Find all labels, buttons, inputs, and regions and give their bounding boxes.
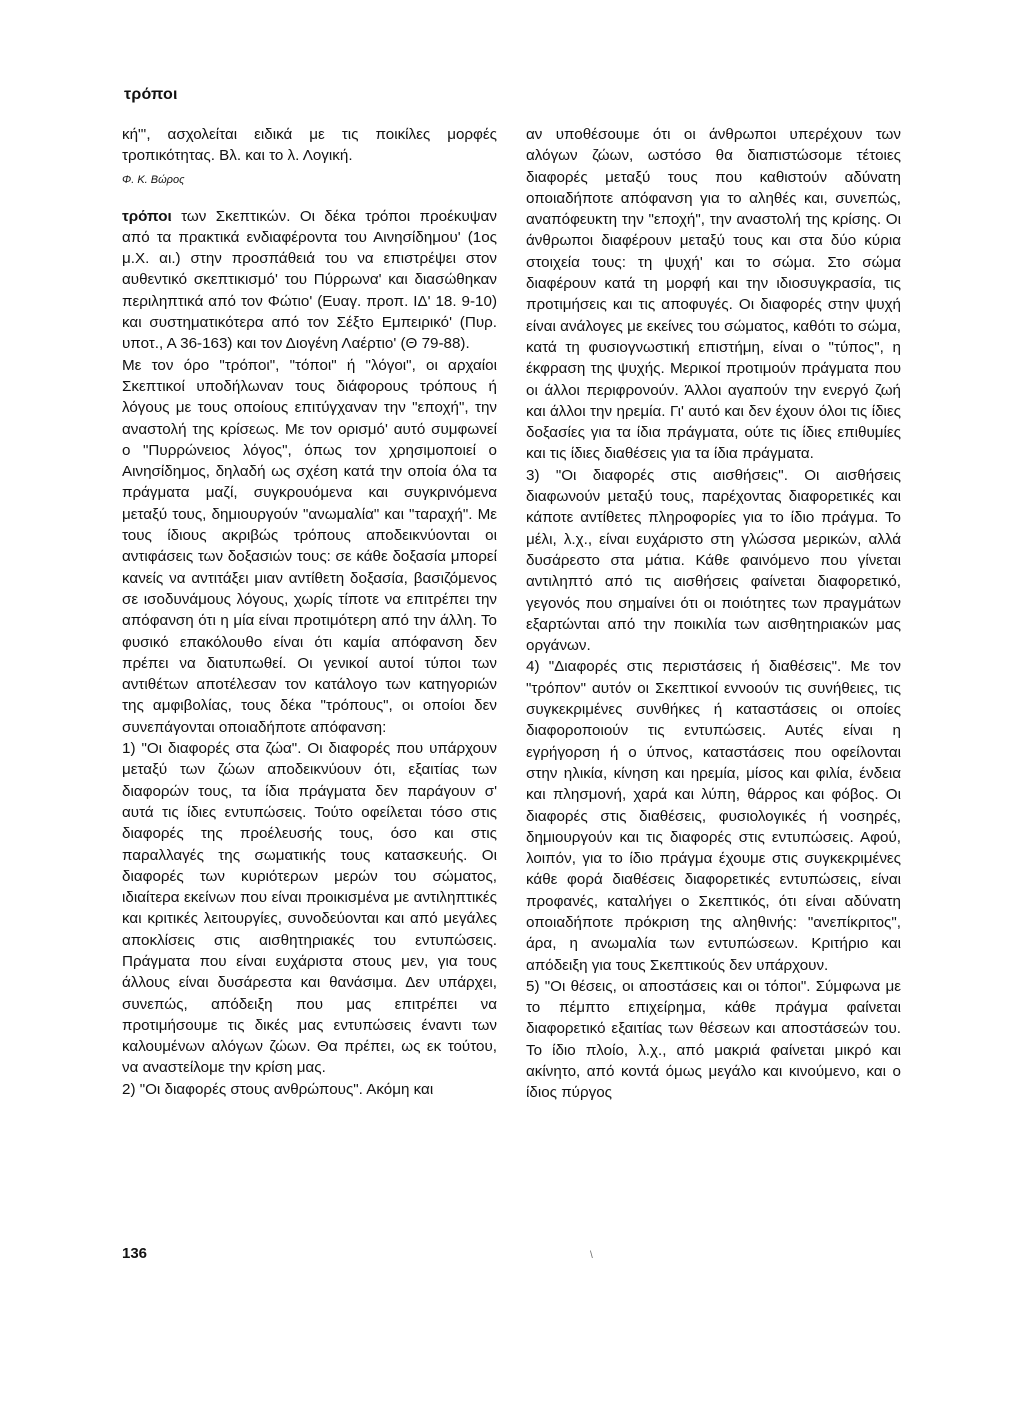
paragraph: 2) "Οι διαφορές στους ανθρώπους". Ακόμη και [122, 1080, 434, 1098]
paragraph: κή"', ασχολείται ειδικά με τις ποικίλες μορφές τροπικότητας. Βλ. και το λ. Λογική. [122, 126, 497, 165]
author-signature: Φ. Κ. Βώρος [122, 173, 185, 186]
entry-text: των Σκεπτικών. Οι δέκα τρόποι προέκυψαν από τα πρακτικά ενδιαφέροντα του Αινησίδημου' (1ος μ.Χ. αι.) στην προσπάθειά του να επιστρέψει στον αυθεντικό σκεπτικισμό' του Πύρρωνα' και διασώθηκαν περιληπτικά από τον Φώτιο' (Ευαγ. προπ. ΙΔ' 18. 9-10) και συστηματικότερα από τον Σέξτο Εμπειρικό' (Πυρ. υποτ., Α 36-163) και τον Διογένη Λαέρτιο' (Θ 79-88). [122, 207, 497, 353]
page-number: 136 [122, 1245, 148, 1262]
entry-paragraph [122, 206, 497, 355]
paragraph: 1) "Οι διαφορές στα ζώα". Οι διαφορές που υπάρχουν μεταξύ των ζώων αποδεικνύουν ότι, εξαιτίας των διαφορών τους, τα ίδια πράγματα δεν παράγουν σ' αυτά τις ίδιες εντυπώσεις. Τούτο οφείλεται τόσο στις διαφορές της προέλευσής τους, όσο και στις παραλλαγές της σωματικής τους κατασκευής. Οι διαφορές των κυριότερων μερών του σώματος, ιδιαίτερα εκείνων που είναι προικισμένα με αντιληπτικές και κριτικές λειτουργίες, συνοδεύονται και από μεγάλες αποκλίσεις στις αισθητηριακές του εντυπώσεις. Πράγματα που είναι ευχάριστα στους μεν, για τους άλλους είναι δυσάρεστα και θανάσιμα. Δεν υπάρχει, συνεπώς, απόδειξη που μας επιτρέπει να προτιμήσουμε τις δικές μας εντυπώσεις έναντι των καλουμένων αλόγων ζώων. Θα πρέπει, ως εκ τούτου, να αναστείλομε την κρίση μας. [122, 740, 497, 1077]
stray-mark: \ [590, 1250, 593, 1261]
paragraph: 3) "Οι διαφορές στις αισθήσεις". Οι αισθήσεις διαφωνούν μεταξύ τους, παρέχοντας διαφορετικές και κάποτε αντίθετες πληροφορίες για το ίδιο πράγμα. Το μέλι, λ.χ., είναι ευχάριστο στη γλώσσα μερικών, αλλά δυσάρεστο στα μάτια. Κάθε φαινόμενο που γίνεται αντιληπτό από τις αισθήσεις φαίνεται διαφορετικό, γεγονός που σημαίνει ότι οι ποιότητες των πραγμάτων εξαρτώνται από την ποικιλία των αισθητηριακών μας οργάνων. [526, 466, 901, 655]
paragraph: 4) "Διαφορές στις περιστάσεις ή διαθέσεις". Με τον "τρόπον" αυτόν οι Σκεπτικοί εννοούν τις συνήθειες, τις συγκεκριμένες συνθήκες ή καταστάσεις οι οποίες διαφοροποιούν τις εντυπώσεις. Αυτές είναι η εγρήγορση ή ο ύπνος, καταστάσεις που οφείλονται στην ηλικία, κίνηση και ηρεμία, μίσος και φιλία, ένδεια και πλησμονή, χαρά και λύπη, θάρρος και φόβος. Οι διαφορές στις διαθέσεις, φυσιολογικές ή νοσηρές, δημιουργούν και τις διαφορές στις εντυπώσεις. Αφού, λοιπόν, για το ίδιο πράγμα έχουμε στις συγκεκριμένες κάθε φορά διαθέσεις διαφορετικές εντυπώσεις, είναι προφανές, καταλήγει ο Σκεπτικός, ότι είναι αδύνατη οποιαδήποτε πρόκριση της αληθινής: "ανεπίκριτος", άρα, η ανωμαλία των εντυπώσεων. Κριτήριο και απόδειξη για τους Σκεπτικούς δεν υπάρχουν. [526, 658, 901, 974]
paragraph: 5) "Οι θέσεις, οι αποστάσεις και οι τόποι". Σύμφωνα με το πέμπτο επιχείρημα, κάθε πράγμα φαίνεται διαφορετικό εξαιτίας των θέσεων και αποστάσεών του. Το ίδιο πλοίο, λ.χ., από μακριά φαίνεται μικρό και ακίνητο, από κοντά όμως μεγάλο και κινούμενο, και ο ίδιος πύργος [526, 977, 901, 1102]
right-column [526, 124, 901, 1104]
paragraph: Με τον όρο "τρόποι", "τόποι" ή "λόγοι", οι αρχαίοι Σκεπτικοί υποδήλωναν τους διάφορους τρόπους ή λόγους με τους οποίους επιτύγχαναν την "εποχή", την αναστολή της κρίσεως. Με τον ορισμό' αυτό συμφωνεί ο "Πυρρώνειος λόγος", όπως τον χρησιμοποιεί ο Αινησίδημος, δηλαδή ως σχέση κατά την οποία όλα τα πράγματα μαζί, συγκρουόμενα και συγκρινόμενα μεταξύ τους, δημιουργούν "ανωμαλία" και "ταραχή". Με τους ίδιους ακριβώς τρόπους αποδεικνύονται οι αντιφάσεις των δοξασιών τους: σε κάθε δοξασία μπορεί κανείς να αντιτάξει μιαν αντίθετη δοξασία, βασιζόμενος σε ισοδυνάμους λόγους, χωρίς τίποτε να επιτρέπει την απόφανση ότι η μία είναι προτιμότερη από την άλλη. Το φυσικό επακόλουθο είναι ότι καμία απόφανση δεν πρέπει να διατυπωθεί. Οι γενικοί αυτοί τύποι των αντιθέτων αποτέλεσαν τον κατάλογο των κατηγοριών της αμφιβολίας, τους δέκα "τρόπους", οι οποίοι δεν συνεπάγονται οποιαδήποτε απόφανση: [122, 356, 497, 736]
running-head: τρόποι [124, 86, 178, 103]
left-column [122, 124, 497, 1100]
paragraph: αν υποθέσουμε ότι οι άνθρωποι υπερέχουν των αλόγων ζώων, ωστόσο θα διαπιστώσομε τέτοιες διαφορές μεταξύ τους που καθιστούν αδύνατη οποιαδήποτε απόφανση για το αληθές και, συνεπώς, αναπόφευκτη την "εποχή", την αναστολή της κρίσης. Οι άνθρωποι διαφέρουν μεταξύ τους και στα δύο κύρια στοιχεία τους: τη ψυχή' και το σώμα. Στο σώμα διαφέρουν κατά τη μορφή και την ιδιοσυγκρασία, τις προτιμήσεις και τις αποφυγές. Οι διαφορές στην ψυχή είναι ανάλογες με εκείνες του σώματος, καθότι το σώμα, κατά τη φυσιογνωστική επιστήμη, είναι ο "τύπος", η έκφραση της ψυχής. Μερικοί προτιμούν πράγματα που οι άλλοι περιφρονούν. Άλλοι αγαπούν την ενεργό ζωή και άλλοι την ηρεμία. Γι' αυτό και δεν έχουν όλοι τις ίδιες δοξασίες για τα ίδια πράγματα, ούτε τις ίδιες επιθυμίες και τις ίδιες διαθέσεις για τα ίδια πράγματα. [526, 126, 901, 463]
entry-term: τρόποι [122, 207, 172, 225]
